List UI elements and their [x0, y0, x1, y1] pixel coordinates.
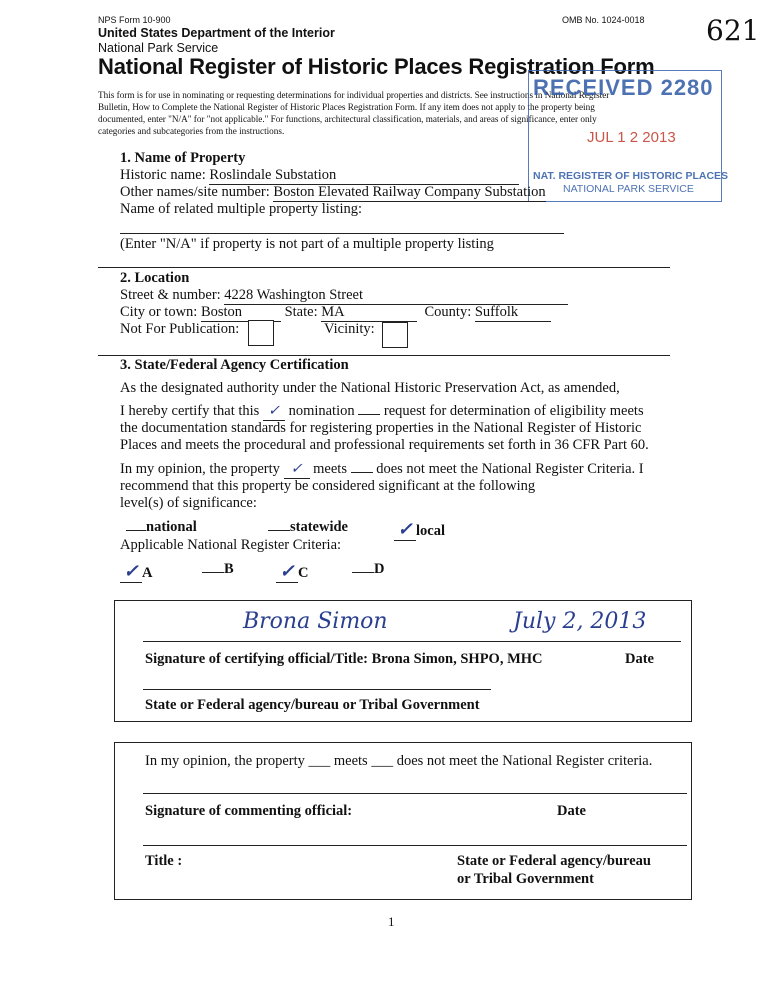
certify-post: nomination — [288, 403, 355, 419]
commenting-opinion: In my opinion, the property ___ meets ___ does not meet the National Register criteria. — [145, 753, 653, 769]
level-local-label: local — [416, 523, 445, 539]
level-local-check[interactable] — [394, 519, 416, 541]
authority-text: As the designated authority under the National Historic Preservation Act, as amended, — [120, 380, 620, 396]
commenting-opinion-line[interactable] — [143, 793, 687, 794]
other-names-label: Other names/site number: — [120, 184, 270, 200]
opinion-meets: meets — [313, 461, 347, 477]
street-field[interactable] — [224, 287, 568, 305]
commenting-signature-label: Signature of commenting official: — [145, 803, 353, 819]
criterion-a-check[interactable] — [120, 561, 142, 583]
certifying-date-label: Date — [625, 651, 654, 667]
criteria-label: Applicable National Register Criteria: — [120, 537, 342, 553]
multiple-listing-line[interactable] — [120, 233, 564, 234]
street-value: 4228 Washington Street — [224, 287, 364, 303]
received-stamp — [528, 70, 729, 202]
level-national-check[interactable] — [126, 530, 146, 531]
level-statewide-label: statewide — [290, 519, 348, 535]
criterion-c-check[interactable] — [276, 561, 298, 583]
meets-check[interactable] — [284, 461, 310, 479]
historic-name-row — [120, 167, 519, 185]
omb-number: OMB No. 1024-0018 — [562, 15, 645, 25]
commenting-title-label: Title : — [145, 853, 183, 869]
certifying-official-box — [114, 600, 692, 722]
level-local — [394, 519, 445, 541]
criterion-a — [120, 561, 152, 583]
stamp-date: JUL 1 2 2013 — [587, 129, 676, 146]
divider — [98, 355, 670, 356]
form-title: National Register of Historic Places Registration Form — [98, 54, 655, 79]
level-national — [126, 519, 197, 536]
section3-heading: 3. State/Federal Agency Certification — [120, 357, 349, 373]
county-value: Suffolk — [474, 304, 519, 320]
level-national-label: national — [146, 519, 197, 535]
section2-heading: 2. Location — [120, 270, 190, 286]
opinion-row — [120, 461, 644, 479]
not-for-publication-checkbox[interactable] — [248, 320, 274, 346]
opinion-pre: In my opinion, the property — [120, 461, 280, 477]
street-row — [120, 287, 568, 305]
criterion-a-label: A — [142, 565, 153, 581]
criterion-c-label: C — [298, 565, 309, 581]
certifying-agency-label: State or Federal agency/bureau or Tribal Government — [145, 697, 480, 713]
not-for-publication-label: Not For Publication: — [120, 321, 240, 337]
check-mark-icon: ✓ — [279, 561, 295, 582]
instructions-line: documented, enter "N/A" for "not applicable." For functions, architectural classification, materials, and areas of significance, enter only — [98, 114, 597, 124]
state-value: MA — [321, 304, 345, 320]
does-not-meet-check[interactable] — [351, 472, 373, 473]
vicinity-checkbox[interactable] — [382, 322, 408, 348]
stamp-line1: NAT. REGISTER OF HISTORIC PLACES — [533, 170, 729, 182]
check-mark-icon: ✓ — [290, 461, 303, 477]
city-row — [120, 304, 551, 322]
agency: National Park Service — [98, 41, 219, 55]
certifying-signature-label: Signature of certifying official/Title: Brona Simon, SHPO, MHC — [145, 651, 543, 667]
city-label: City or town: — [120, 304, 198, 320]
certify-pre: I hereby certify that this — [120, 403, 260, 419]
street-label: Street & number: — [120, 287, 221, 303]
state-label: State: — [284, 304, 318, 320]
check-mark-icon: ✓ — [397, 519, 413, 540]
divider — [98, 267, 670, 268]
commenting-signature-line[interactable] — [143, 845, 687, 846]
opinion-rest: does not meet the National Register Criteria. I — [376, 461, 644, 477]
criterion-d — [352, 561, 384, 578]
instructions-line: Bulletin, How to Complete the National Register of Historic Places Registration Form. If any item does not apply to the property being — [98, 102, 595, 112]
other-names-row — [120, 184, 546, 202]
criterion-c — [276, 561, 308, 583]
level-statewide-check[interactable] — [268, 530, 290, 531]
level-statewide — [268, 519, 348, 536]
criterion-d-check[interactable] — [352, 572, 374, 573]
certify-rest: request for determination of eligibility meets — [383, 403, 644, 419]
certify-line2: the documentation standards for registering properties in the National Register of Historic — [120, 420, 642, 436]
stamp-received: RECEIVED 2280 — [533, 75, 714, 100]
certify-line3: Places and meets the procedural and professional requirements set forth in 36 CFR Part 60. — [120, 437, 649, 453]
multiple-listing-note: (Enter "N/A" if property is not part of a multiple property listing — [120, 236, 494, 252]
check-mark-icon: ✓ — [267, 403, 281, 419]
department: United States Department of the Interior — [98, 26, 335, 40]
stamp-line2: NATIONAL PARK SERVICE — [563, 183, 694, 195]
criterion-b-check[interactable] — [202, 572, 224, 573]
commenting-official-box — [114, 742, 692, 900]
county-label: County: — [424, 304, 472, 320]
instructions-line: categories and subcategories from the instructions. — [98, 126, 285, 136]
multiple-listing-label: Name of related multiple property listing: — [120, 201, 363, 217]
other-names-field[interactable] — [273, 184, 545, 202]
instructions-line: This form is for use in nominating or requesting determinations for individual properties and districts. See instructions in National Register — [98, 90, 610, 100]
signature-handwritten: Brona Simon — [243, 609, 388, 634]
handwritten-number: 621 — [706, 14, 760, 47]
commenting-agency-label-1: State or Federal agency/bureau — [457, 853, 651, 869]
commenting-date-label: Date — [557, 803, 586, 819]
commenting-agency-label-2: or Tribal Government — [457, 871, 594, 887]
recommend-line: recommend that this property be considered significant at the following — [120, 478, 536, 494]
state-field[interactable] — [321, 304, 417, 322]
historic-name-label: Historic name: — [120, 167, 206, 183]
date-handwritten: July 2, 2013 — [513, 609, 647, 634]
other-names-value: Boston Elevated Railway Company Substation — [273, 184, 546, 200]
form-number: NPS Form 10-900 — [98, 15, 171, 25]
signature-line[interactable] — [143, 641, 681, 642]
nomination-check[interactable] — [263, 403, 285, 421]
criterion-b-label: B — [224, 561, 234, 577]
historic-name-value: Roslindale Substation — [209, 167, 337, 183]
request-check[interactable] — [358, 414, 380, 415]
levels-label: level(s) of significance: — [120, 495, 257, 511]
historic-name-field[interactable] — [209, 167, 519, 185]
agency-line[interactable] — [143, 689, 491, 690]
criterion-d-label: D — [374, 561, 385, 577]
criterion-b — [202, 561, 234, 578]
check-mark-icon: ✓ — [123, 561, 139, 582]
county-field[interactable] — [475, 304, 551, 322]
vicinity-label: Vicinity: — [324, 321, 375, 337]
certify-row — [120, 403, 644, 421]
page-number: 1 — [388, 914, 395, 929]
section1-heading: 1. Name of Property — [120, 150, 246, 166]
city-value: Boston — [200, 304, 243, 320]
